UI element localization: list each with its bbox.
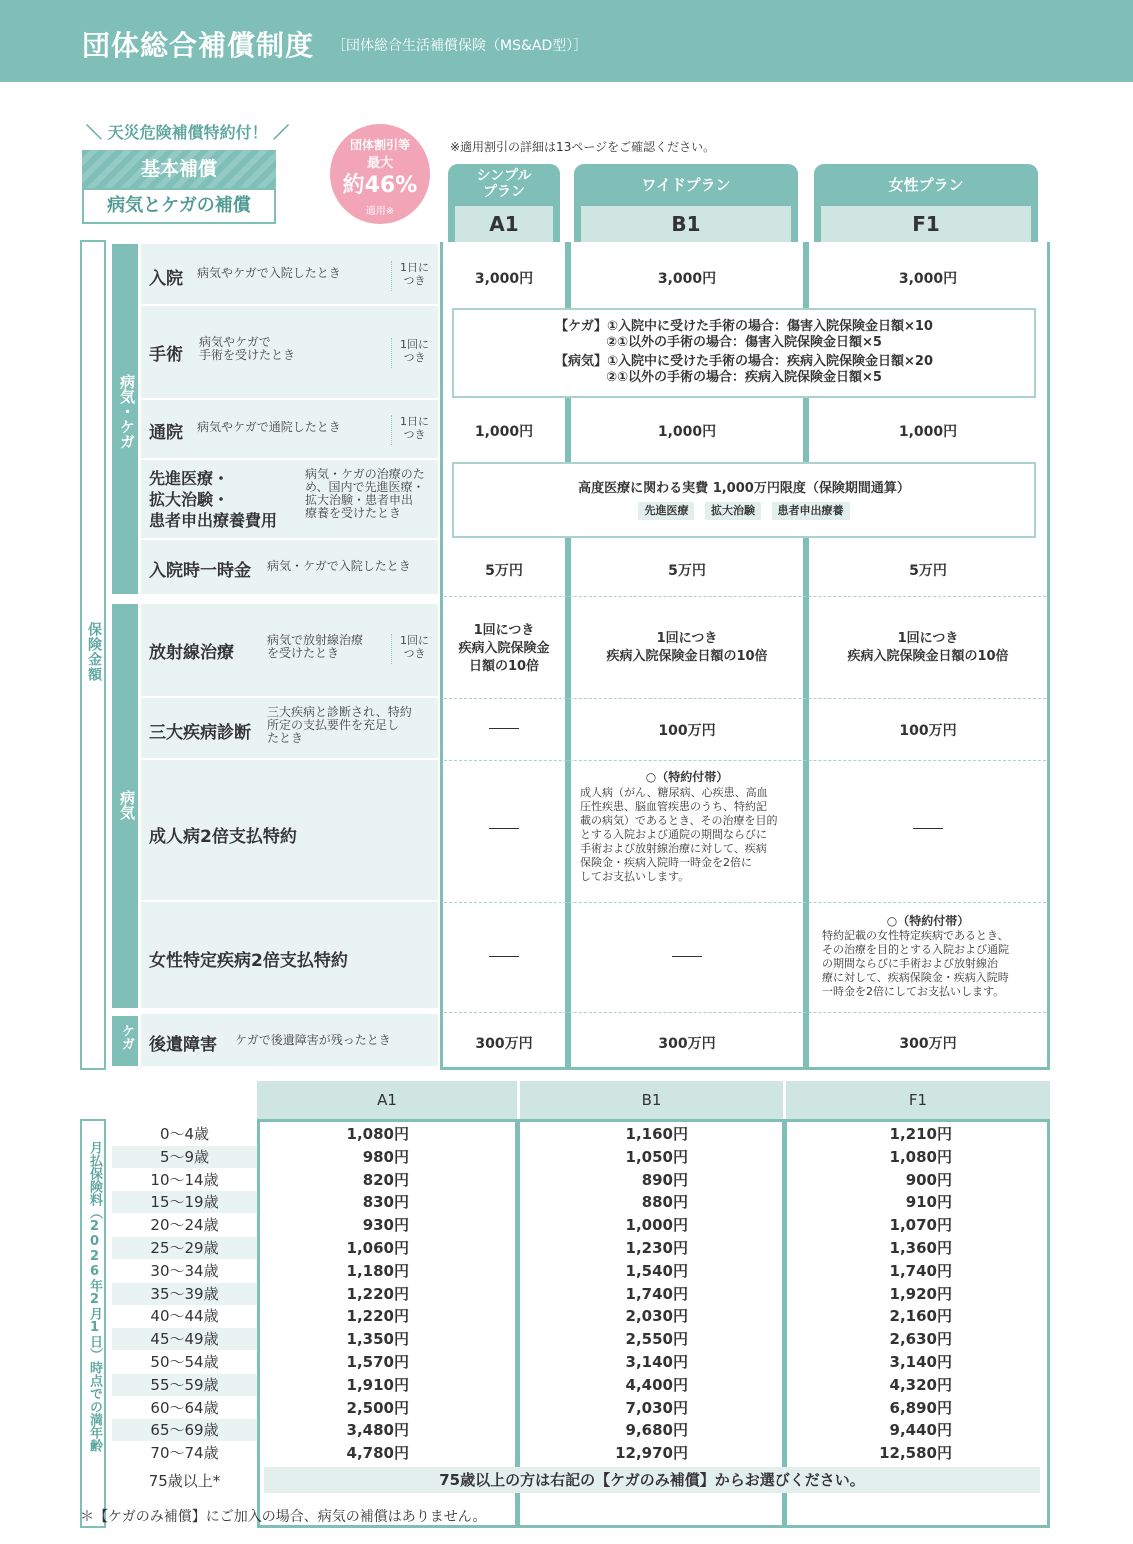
row-unit: 1回に つき (391, 338, 437, 368)
f1-radiation: 1回につき 疾病入院保険金日額の10倍 (847, 631, 1009, 664)
chip-patient-request: 患者申出療養 (772, 502, 850, 520)
premium-a1: 1,220円 (346, 1285, 409, 1303)
premium-b1: 1,230円 (625, 1239, 688, 1257)
surgery-line: ②①以外の手術の場合：疾病入院保険金日額×5 (606, 370, 882, 385)
a1-lump-sum: 5万円 (485, 563, 523, 579)
surgery-line: 【ケガ】①入院中に受けた手術の場合：傷害入院保険金日額×10 (555, 319, 933, 334)
row-name: 入院時一時金 (149, 561, 251, 581)
premium-b1: 2,030円 (625, 1307, 688, 1325)
b1-adult-disease-head: ○（特約付帯） (645, 770, 729, 784)
badge-line4: 適用※ (365, 206, 395, 217)
row-name: 放射線治療 (149, 643, 234, 663)
premium-b1: 1,540円 (625, 1262, 688, 1280)
premium-f1: 2,630円 (889, 1330, 952, 1348)
premium-f1: 6,890円 (889, 1399, 952, 1417)
f1-three-diseases: 100万円 (899, 723, 957, 739)
premium-age: 25～29歳 (150, 1239, 219, 1257)
row-desc: 病気やケガで 手術を受けたとき (199, 335, 296, 362)
group-injury (112, 1016, 138, 1066)
advanced-medical-text: 高度医療に関わる実費 1,000万円限度（保険期間通算） (578, 481, 910, 496)
row-label-radiation (141, 604, 438, 698)
tagline: ＼ 天災危険補償特約付！ ／ (86, 123, 290, 142)
row-desc: 病気・ケガで入院したとき (267, 559, 411, 573)
badge-percent: 約46% (342, 173, 418, 198)
premium-b1: 1,000円 (625, 1216, 688, 1234)
premium-age: 0～4歳 (159, 1125, 210, 1143)
b1-adult-disease-text: 成人病（がん、糖尿病、心疾患、高血 圧性疾患、脳血管疾患のうち、特約記 載の病気）であるとき、その治療を目的 とする入院および通院の期間ならびに 手術および放射線治療に対して、疾病 保険金・疾病入院時一時金を2倍に してお支払いします。 (580, 786, 778, 883)
a1-disability: 300万円 (475, 1036, 533, 1052)
premium-a1: 1,080円 (346, 1125, 409, 1143)
premium-f1: 2,160円 (889, 1307, 952, 1325)
row-label-advanced-medical (141, 460, 438, 540)
premium-b1: 4,400円 (625, 1376, 688, 1394)
row-desc: ケガで後遺障害が残ったとき (235, 1033, 391, 1047)
b1-three-diseases: 100万円 (658, 723, 716, 739)
badge-line1: 団体割引等 (349, 138, 410, 152)
plan-code: F1 (821, 206, 1031, 242)
row-divider (444, 698, 1046, 699)
premium-f1: 1,070円 (889, 1216, 952, 1234)
advanced-medical-span-box (452, 462, 1036, 538)
group-label: 病気 (118, 790, 136, 820)
plan-code: A1 (455, 206, 553, 242)
f1-female-disease-text: 特約記載の女性特定疾病であるとき、 その治療を目的とする入院および通院 の期間ならびに手術および放射線治 療に対して、疾病保険金・疾病入院時 一時金を2倍にしてお支払いします。 (822, 929, 1009, 998)
premium-b1: 3,140円 (625, 1353, 688, 1371)
premium-b1: 2,550円 (625, 1330, 688, 1348)
premium-age: 55～59歳 (150, 1376, 219, 1394)
plan-header-a1 (448, 164, 560, 242)
advanced-medical-chips (454, 502, 1034, 520)
b1-disability: 300万円 (658, 1036, 716, 1052)
premium-a1: 1,570円 (346, 1353, 409, 1371)
premium-age: 5～9歳 (159, 1148, 210, 1166)
premium-f1: 1,920円 (889, 1285, 952, 1303)
premium-f1: 1,740円 (889, 1262, 952, 1280)
premium-a1: 980円 (362, 1148, 409, 1166)
premium-a1: 930円 (362, 1216, 409, 1234)
page-subtitle: ［団体総合生活補償保険（MS&AD型）］ (332, 38, 588, 54)
premium-a1: 1,180円 (346, 1262, 409, 1280)
premium-age: 30～34歳 (150, 1262, 219, 1280)
row-divider (444, 1012, 1046, 1013)
premium-f1: 1,210円 (889, 1125, 952, 1143)
premium-a1: 820円 (362, 1171, 409, 1189)
page-title: 団体総合補償制度 (82, 29, 315, 62)
row-label-hospitalization (141, 244, 438, 306)
premium-side-label: 月払保険料（2026年2月1日）時点での満年齢 (87, 1141, 102, 1452)
plan-name: シンプル プラン (476, 168, 532, 200)
premium-f1: 910円 (905, 1193, 952, 1211)
row-unit: 1日に つき (391, 415, 437, 445)
premium-a1: 1,350円 (346, 1330, 409, 1348)
chip-expanded-trial: 拡大治験 (705, 502, 761, 520)
a1-three-diseases-dash (489, 728, 519, 729)
b1-female-disease-dash (672, 956, 702, 957)
premium-b1: 880円 (641, 1193, 688, 1211)
premium-age: 60～64歳 (150, 1399, 219, 1417)
premium-b1: 7,030円 (625, 1399, 688, 1417)
premium-side (80, 1119, 106, 1528)
f1-hospitalization: 3,000円 (898, 271, 958, 287)
age-75-over: 75歳以上* (148, 1472, 221, 1490)
premium-f1: 1,080円 (889, 1148, 952, 1166)
page-header (0, 0, 1133, 82)
premium-age: 50～54歳 (150, 1353, 219, 1371)
row-unit: 1回に つき (391, 634, 437, 664)
premium-a1: 3,480円 (346, 1421, 409, 1439)
b1-hospitalization: 3,000円 (657, 271, 717, 287)
premium-a1: 1,060円 (346, 1239, 409, 1257)
premium-f1: 9,440円 (889, 1421, 952, 1439)
surgery-line: ②①以外の手術の場合：傷害入院保険金日額×5 (606, 335, 882, 350)
row-name: 女性特定疾病2倍支払特約 (149, 951, 348, 971)
premium-b1: 1,050円 (625, 1148, 688, 1166)
row-desc: 病気やケガで入院したとき (197, 266, 341, 280)
premium-age: 65～69歳 (150, 1421, 219, 1439)
row-name: 先進医療・ 拡大治験・ 患者申出療養費用 (149, 469, 278, 530)
premium-a1: 1,220円 (346, 1307, 409, 1325)
plan-header-f1 (814, 164, 1038, 242)
row-label-three-diseases (141, 698, 438, 760)
row-unit: 1日に つき (391, 261, 437, 291)
coverage-type-label: 病気とケガの補償 (82, 188, 276, 224)
insurance-amount-side (80, 240, 106, 1070)
a1-hospitalization: 3,000円 (474, 271, 534, 287)
plan-code: B1 (581, 206, 791, 242)
row-name: 後遺障害 (149, 1035, 217, 1055)
row-label-outpatient (141, 400, 438, 460)
plan-header-b1 (574, 164, 798, 242)
badge-line2: 最大 (366, 156, 393, 171)
premium-a1: 1,910円 (346, 1376, 409, 1394)
premium-f1: 4,320円 (889, 1376, 952, 1394)
premium-f1: 1,360円 (889, 1239, 952, 1257)
premium-age: 40～44歳 (150, 1307, 219, 1325)
row-desc: 病気・ケガの治療のた め、国内で先進医療・ 拡大治験・患者申出 療養を受けたとき (305, 467, 425, 520)
row-name: 手術 (149, 345, 183, 365)
chip-advanced-medical: 先進医療 (638, 502, 694, 520)
plan-name: ワイドプラン (641, 176, 731, 194)
footnote: ＊【ケガのみ補償】にご加入の場合、病気の補償はありません。 (80, 1509, 487, 1525)
insurance-amount-label: 保険金額 (86, 622, 102, 682)
row-desc: 病気やケガで通院したとき (197, 420, 341, 434)
row-label-surgery (141, 306, 438, 400)
row-name: 成人病2倍支払特約 (149, 827, 297, 847)
group-label: 病気・ケガ (118, 374, 136, 449)
premium-f1: 900円 (905, 1171, 952, 1189)
premium-f1: 12,580円 (879, 1444, 952, 1462)
row-divider (444, 760, 1046, 761)
premium-b1: 12,970円 (615, 1444, 688, 1462)
surgery-span-box (452, 308, 1036, 398)
a1-female-disease-dash (489, 956, 519, 957)
f1-disability: 300万円 (899, 1036, 957, 1052)
premium-b1: 1,740円 (625, 1285, 688, 1303)
premium-b1: 890円 (641, 1171, 688, 1189)
premium-b1: 9,680円 (625, 1421, 688, 1439)
over75-note: 75歳以上の方は右記の【ケガのみ補償】からお選びください。 (264, 1467, 1040, 1493)
group-label: ケガ (119, 1024, 134, 1050)
premium-age: 45～49歳 (150, 1330, 219, 1348)
premium-col-header-f1: F1 (786, 1081, 1050, 1119)
row-name: 通院 (149, 423, 183, 443)
f1-adult-disease-dash (913, 828, 943, 829)
group-illness-injury (112, 244, 138, 594)
a1-outpatient: 1,000円 (474, 424, 534, 440)
f1-outpatient: 1,000円 (898, 424, 958, 440)
premium-age: 10～14歳 (150, 1171, 219, 1189)
b1-radiation: 1回につき 疾病入院保険金日額の10倍 (606, 631, 768, 664)
group-illness (112, 604, 138, 1008)
row-label-female-disease (141, 902, 438, 1010)
premium-a1: 2,500円 (346, 1399, 409, 1417)
premium-age: 15～19歳 (150, 1193, 219, 1211)
row-divider (444, 902, 1046, 903)
row-label-disability (141, 1014, 438, 1068)
discount-badge (330, 124, 430, 224)
a1-adult-disease-dash (489, 828, 519, 829)
premium-col-header-a1: A1 (257, 1081, 517, 1119)
row-name: 入院 (149, 269, 183, 289)
row-divider (444, 596, 1046, 597)
f1-lump-sum: 5万円 (909, 563, 947, 579)
premium-age: 20～24歳 (150, 1216, 219, 1234)
premium-age: 70～74歳 (150, 1444, 219, 1462)
row-label-lump-sum (141, 540, 438, 596)
discount-note: ※適用割引の詳細は13ページをご確認ください。 (450, 140, 716, 154)
f1-female-disease-head: ○（特約付帯） (886, 914, 970, 928)
row-label-adult-disease (141, 760, 438, 902)
premium-age: 35～39歳 (150, 1285, 219, 1303)
row-name: 三大疾病診断 (149, 723, 251, 743)
premium-f1: 3,140円 (889, 1353, 952, 1371)
plan-name: 女性プラン (888, 176, 964, 194)
row-desc: 病気で放射線治療 を受けたとき (267, 633, 364, 660)
basic-coverage-label: 基本補償 (82, 150, 276, 188)
b1-outpatient: 1,000円 (657, 424, 717, 440)
premium-a1: 830円 (362, 1193, 409, 1211)
premium-a1: 4,780円 (346, 1444, 409, 1462)
premium-col-header-b1: B1 (520, 1081, 783, 1119)
b1-lump-sum: 5万円 (668, 563, 706, 579)
row-desc: 三大疾病と診断され、特約 所定の支払要件を充足し たとき (267, 705, 412, 745)
a1-radiation: 1回につき 疾病入院保険金 日額の10倍 (458, 623, 550, 674)
premium-b1: 1,160円 (625, 1125, 688, 1143)
surgery-line: 【病気】①入院中に受けた手術の場合：疾病入院保険金日額×20 (555, 354, 933, 369)
